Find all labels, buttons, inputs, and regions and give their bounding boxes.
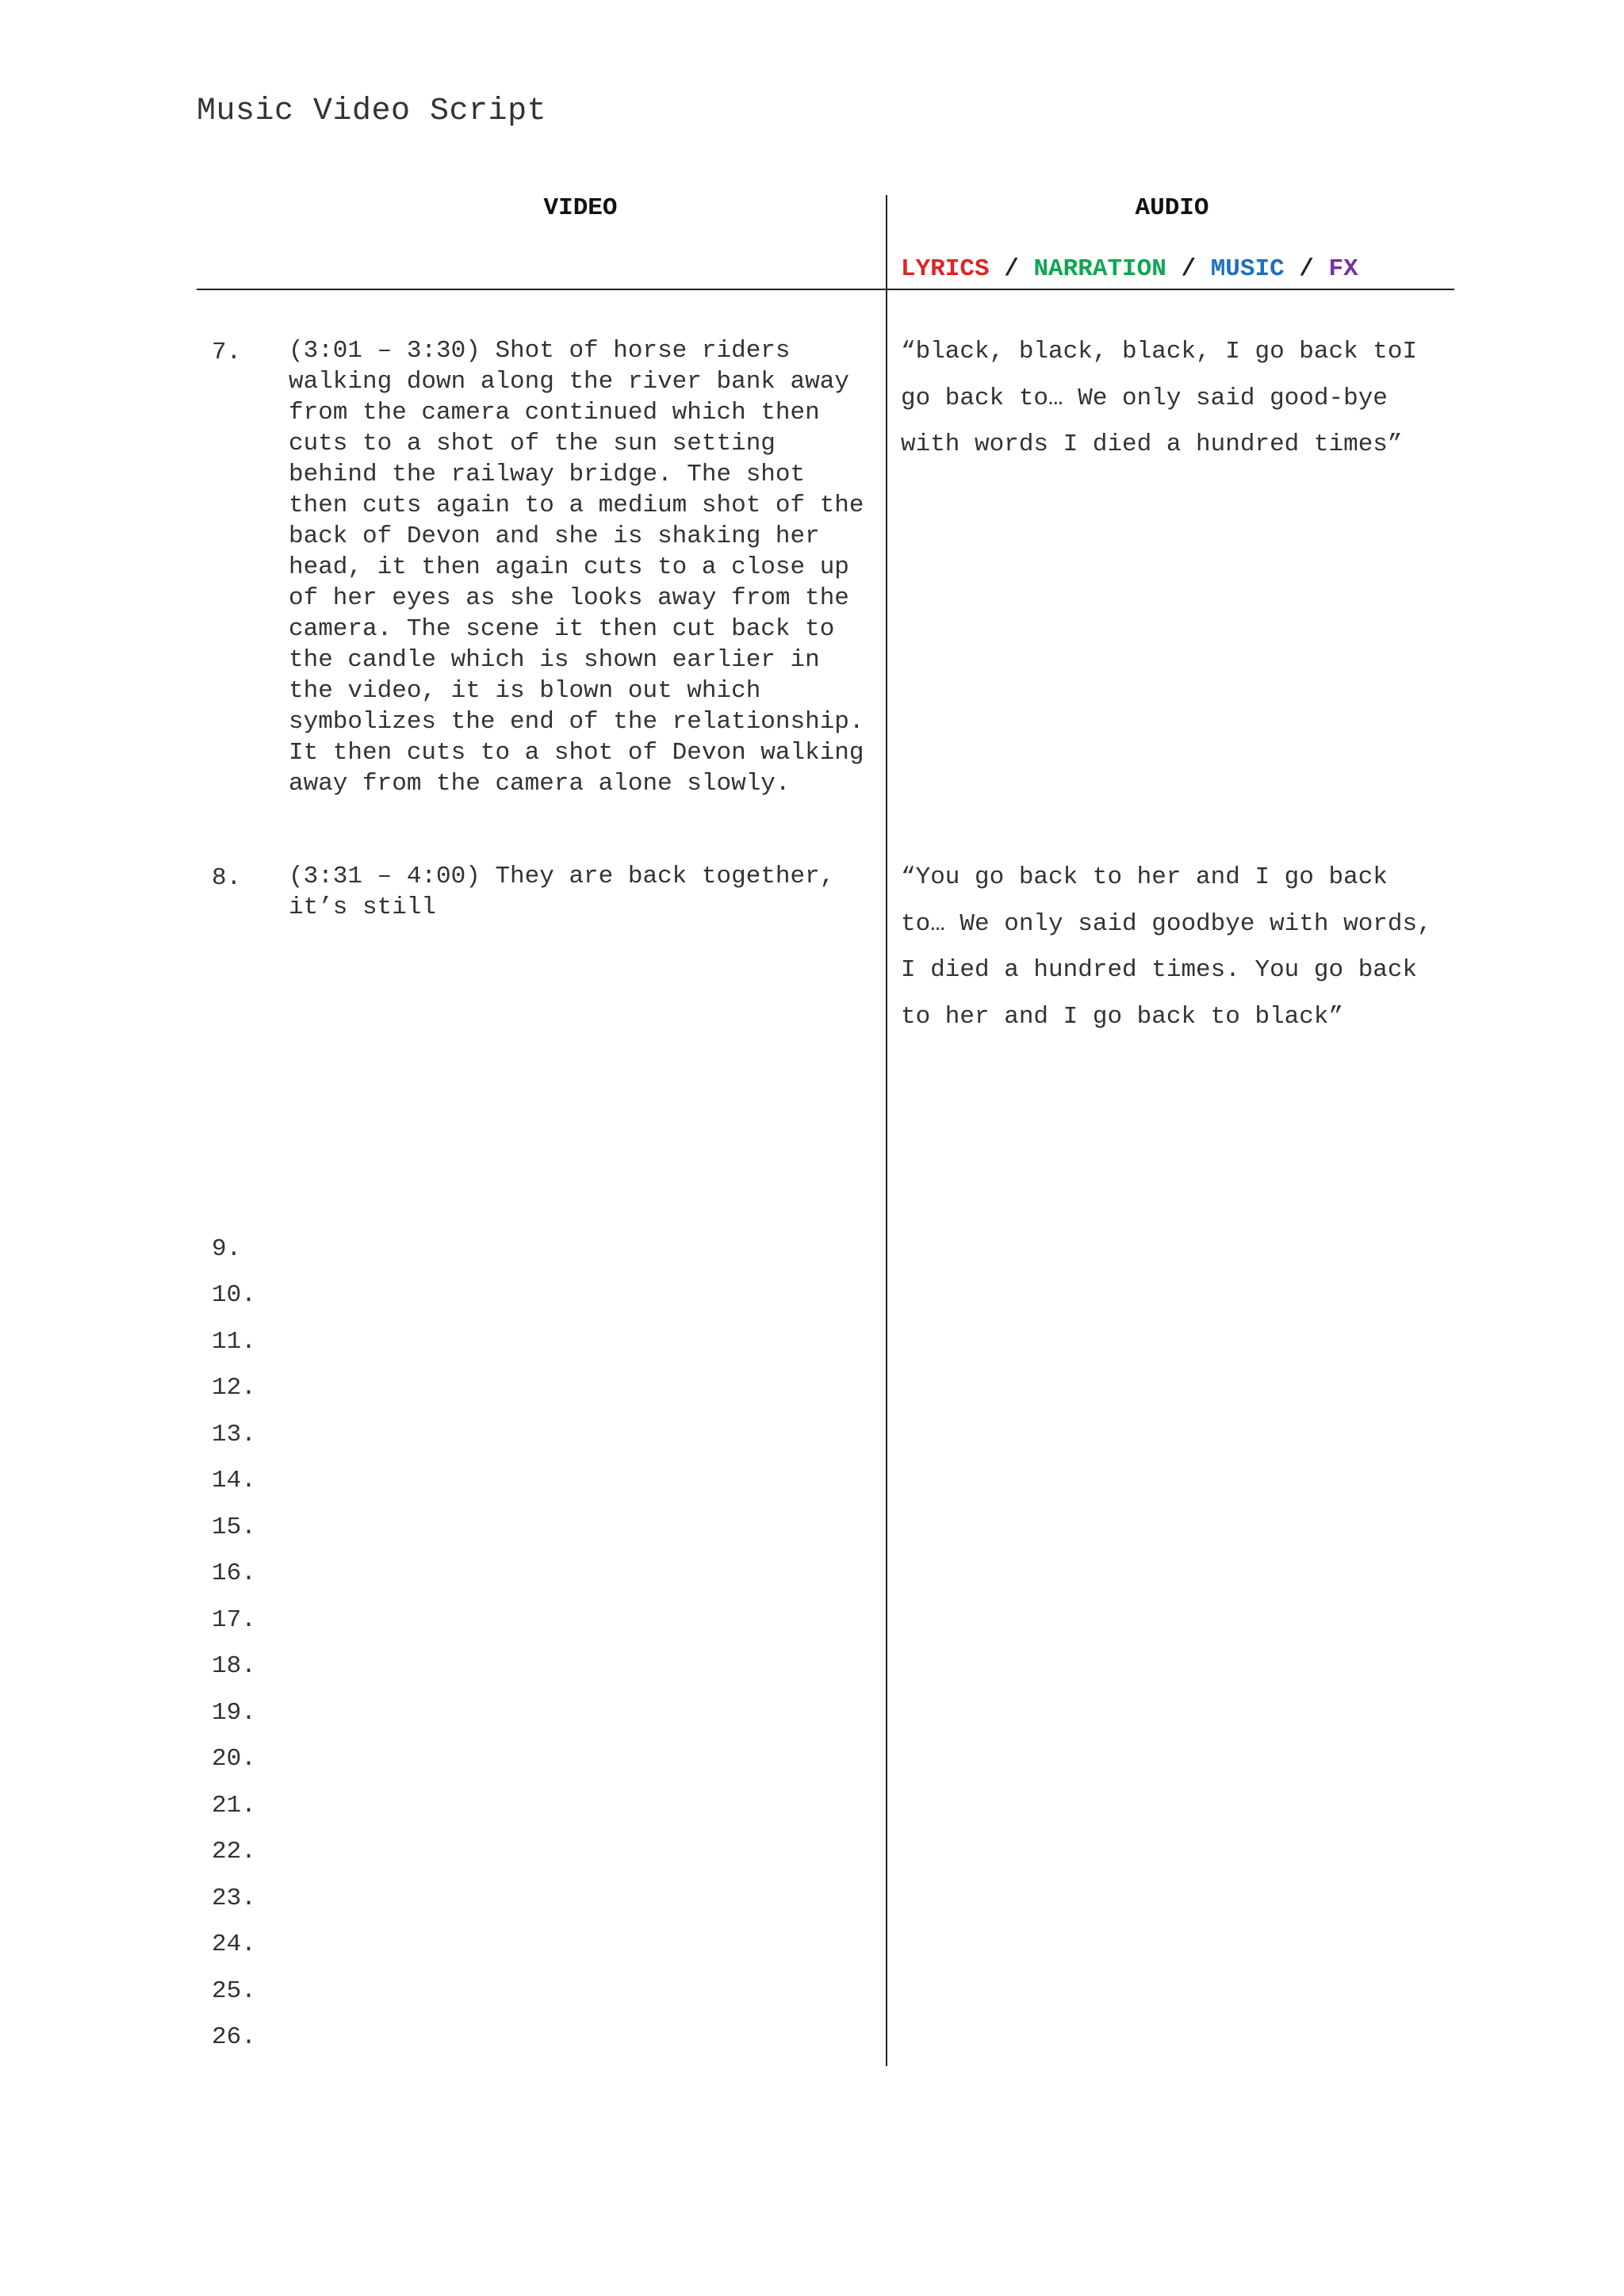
- row-number: 25.: [212, 1977, 256, 2005]
- video-description: (3:31 – 4:00) They are back together, it’s still: [289, 863, 835, 921]
- row-number: 7.: [212, 339, 242, 366]
- legend-narration: NARRATION: [1033, 255, 1166, 283]
- row-number: 14.: [212, 1467, 256, 1494]
- legend-separator: /: [1284, 255, 1329, 283]
- row-number: 19.: [212, 1699, 256, 1727]
- legend-lyrics: LYRICS: [901, 255, 990, 283]
- row-number: 22.: [212, 1838, 256, 1866]
- row-number: 26.: [212, 2023, 256, 2051]
- audio-lyrics: “black, black, black, I go back toI go back to… We only said good-bye with words I died a hundred times”: [901, 338, 1418, 458]
- row-number: 8.: [212, 864, 242, 892]
- document-title: Music Video Script: [197, 94, 547, 129]
- row-number: 15.: [212, 1513, 256, 1541]
- row-number: 9.: [212, 1235, 242, 1263]
- legend-separator: /: [989, 255, 1034, 283]
- row-number: 10.: [212, 1281, 256, 1309]
- row-number: 12.: [212, 1374, 256, 1402]
- row-number: 18.: [212, 1652, 256, 1680]
- audio-legend: [901, 255, 1358, 283]
- column-divider: [886, 195, 887, 2066]
- row-number: 23.: [212, 1885, 256, 1912]
- row-number: 13.: [212, 1421, 256, 1448]
- row-number: 21.: [212, 1792, 256, 1820]
- legend-fx: FX: [1328, 255, 1358, 283]
- audio-lyrics: “You go back to her and I go back to… We only said goodbye with words, I died a hundred times. You go back to her and I go back to black”: [901, 863, 1432, 1031]
- legend-separator: /: [1166, 255, 1211, 283]
- row-number: 17.: [212, 1606, 256, 1634]
- row-number: 11.: [212, 1328, 256, 1356]
- row-number: 20.: [212, 1745, 256, 1773]
- header-divider: [197, 289, 1454, 290]
- video-description: (3:01 – 3:30) Shot of horse riders walking down along the river bank away from the camera continued which then cuts to a shot of the sun setting behind the railway bridge. The shot then cuts again to a medium shot of the back of Devon and she is shaking her head, it then again cuts to a close up of her eyes as she looks away from the camera. The scene it then cut back to the candle which is shown earlier in the video, it is blown out which symbolizes the end of the relationship. It then cuts to a shot of Devon walking away from the camera alone slowly.: [289, 337, 864, 798]
- audio-column-header: AUDIO: [1135, 194, 1209, 222]
- legend-music: MUSIC: [1210, 255, 1285, 283]
- video-column-header: VIDEO: [543, 194, 618, 222]
- row-number: 24.: [212, 1931, 256, 1958]
- row-number: 16.: [212, 1559, 256, 1587]
